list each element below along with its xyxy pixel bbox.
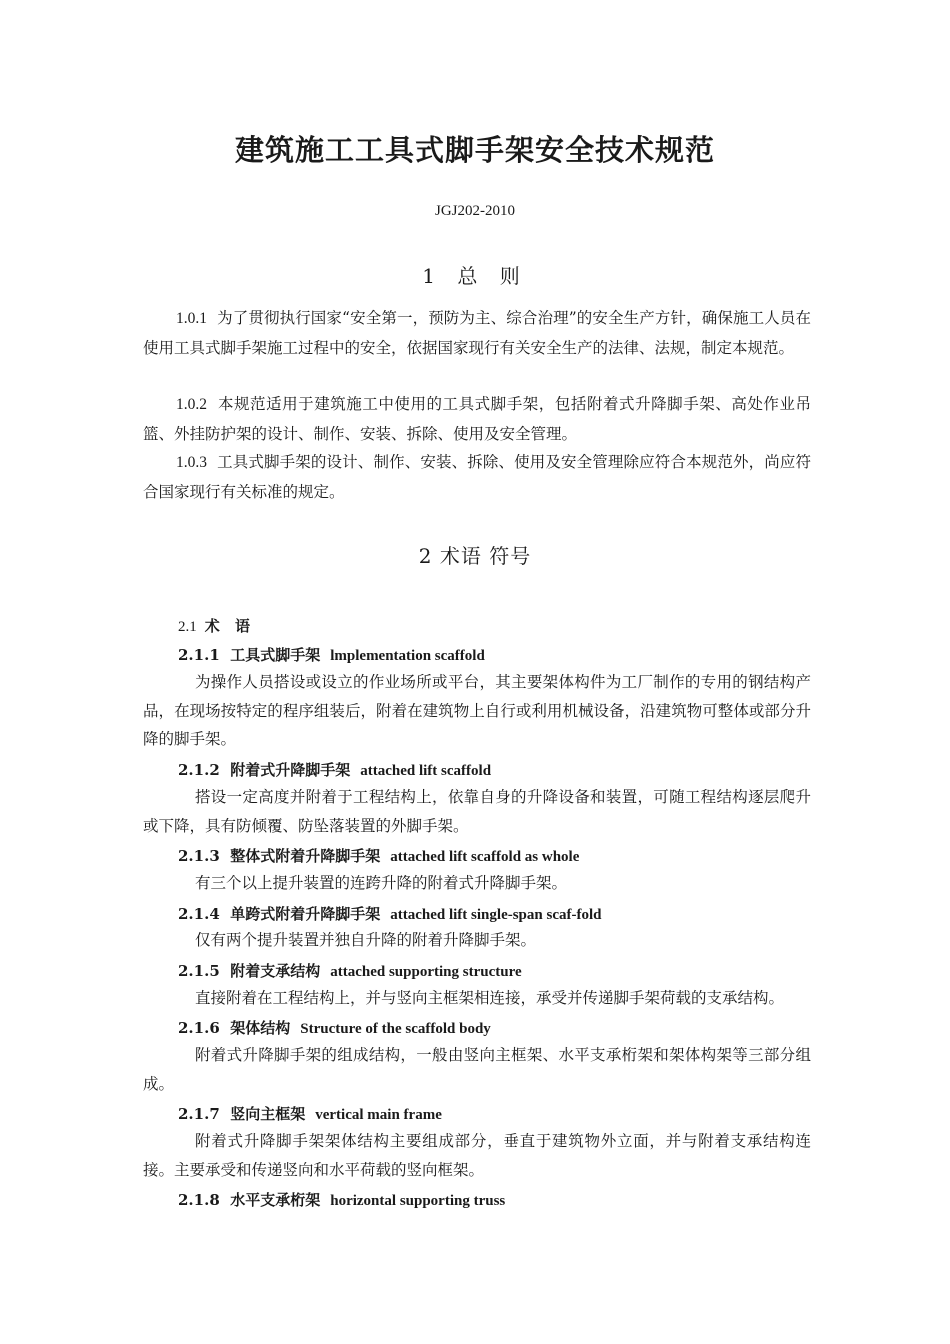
term-heading-2-1-7: 2.1.7 竖向主框架 vertical main frame <box>178 1105 442 1123</box>
term-definition-2-1-7: 附着式升降脚手架架体结构主要组成部分，垂直于建筑物外立面，并与附着支承结构连接。主要承受和传递竖向和水平荷载的竖向框架。 <box>143 1132 811 1179</box>
term-heading-2-1-3: 2.1.3 整体式附着升降脚手架 attached lift scaffold as whole <box>178 847 580 865</box>
clause-1-0-3: 1.0.3 工具式脚手架的设计、制作、安装、拆除、使用及安全管理除应符合本规范外，尚应符合国家现行有关标准的规定。 <box>143 453 811 501</box>
term-definition-2-1-1: 为操作人员搭设或设立的作业场所或平台，其主要架体构件为工厂制作的专用的钢结构产品，在现场按特定的程序组装后，附着在建筑物上自行或利用机械设备，沿建筑物可整体或部分升降的脚手架。 <box>143 673 811 749</box>
section-2-1-heading: 2.1 术 语 <box>178 617 255 635</box>
term-definition-2-1-3: 有三个以上提升装置的连跨升降的附着式升降脚手架。 <box>195 874 568 892</box>
term-definition-2-1-4: 仅有两个提升装置并独自升降的附着升降脚手架。 <box>195 931 537 949</box>
term-definition-2-1-5: 直接附着在工程结构上，并与竖向主框架相连接，承受并传递脚手架荷载的支承结构。 <box>195 989 785 1007</box>
document-title: 建筑施工工具式脚手架安全技术规范 <box>234 133 715 167</box>
standard-code: JGJ202-2010 <box>434 203 515 219</box>
term-heading-2-1-1: 2.1.1 工具式脚手架 lmplementation scaffold <box>178 646 485 664</box>
term-heading-2-1-6: 2.1.6 架体结构 Structure of the scaffold body <box>178 1019 491 1037</box>
chapter-2-title: 2 术语 符号 <box>418 544 532 568</box>
term-heading-2-1-5: 2.1.5 附着支承结构 attached supporting structure <box>178 962 522 980</box>
term-definition-2-1-6: 附着式升降脚手架的组成结构，一般由竖向主框架、水平支承桁架和架体构架等三部分组成。 <box>143 1046 811 1093</box>
term-definition-2-1-2: 搭设一定高度并附着于工程结构上，依靠自身的升降设备和装置，可随工程结构逐层爬升或下降，具有防倾覆、防坠落装置的外脚手架。 <box>143 788 811 835</box>
term-heading-2-1-4: 2.1.4 单跨式附着升降脚手架 attached lift single-span scaf-fold <box>178 905 602 923</box>
clause-1-0-2: 1.0.2 本规范适用于建筑施工中使用的工具式脚手架，包括附着式升降脚手架、高处作业吊篮、外挂防护架的设计、制作、安装、拆除、使用及安全管理。 <box>143 395 811 443</box>
term-heading-2-1-2: 2.1.2 附着式升降脚手架 attached lift scaffold <box>178 761 492 779</box>
chapter-1-title: 1 总 则 <box>422 264 528 288</box>
clause-1-0-1: 1.0.1 为了贯彻执行国家“安全第一，预防为主、综合治理”的安全生产方针，确保施工人员在使用工具式脚手架施工过程中的安全，依据国家现行有关安全生产的法律、法规，制定本规范。 <box>143 309 811 357</box>
term-heading-2-1-8: 2.1.8 水平支承桁架 horizontal supporting truss <box>178 1191 506 1209</box>
